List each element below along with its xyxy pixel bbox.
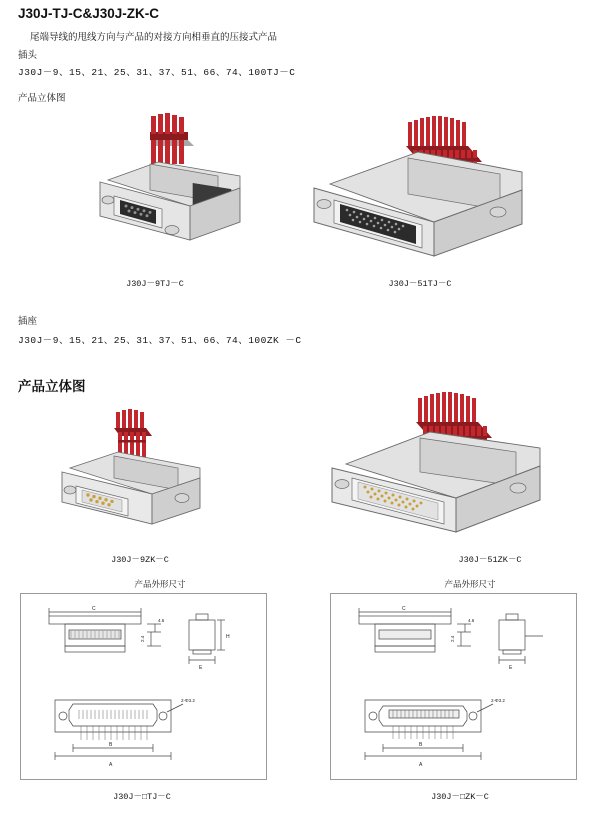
plug-51-illustration bbox=[300, 106, 550, 274]
socket-51-illustration bbox=[320, 382, 580, 552]
dim-letter-c-left: C bbox=[92, 606, 96, 612]
caption-plug-9: J30J－9TJ－C bbox=[126, 279, 184, 289]
dim-value-24-left: 2.4 bbox=[140, 635, 145, 642]
page-title: J30J-TJ-C&J30J-ZK-C bbox=[18, 6, 160, 21]
socket-label: 插座 bbox=[18, 316, 38, 327]
plug-9-illustration bbox=[90, 110, 280, 270]
dim-letter-b-right: B bbox=[419, 742, 423, 748]
plug-label: 插头 bbox=[18, 50, 38, 61]
dim-value-46-right: 4.6 bbox=[468, 618, 475, 623]
section-3d-socket: 产品立体图 bbox=[18, 379, 86, 394]
dim-letter-e-right: E bbox=[509, 665, 513, 671]
dimension-drawing-right bbox=[330, 593, 577, 780]
plug-series-text: J30J－9、15、21、25、31、37、51、66、74、100TJ－C bbox=[18, 67, 296, 78]
socket-9-illustration bbox=[48, 398, 248, 548]
dim-title-left: 产品外形尺寸 bbox=[134, 579, 186, 589]
dim-letter-c-right: C bbox=[402, 606, 406, 612]
dim-title-right: 产品外形尺寸 bbox=[444, 579, 496, 589]
dimension-drawing-left bbox=[20, 593, 267, 780]
dim-letter-a-left: A bbox=[109, 762, 113, 768]
caption-socket-51: J30J－51ZK－C bbox=[458, 555, 522, 565]
page-subtitle: 尾端导线的甩线方向与产品的对接方向相垂直的压接式产品 bbox=[30, 32, 278, 43]
caption-socket-9: J30J－9ZK－C bbox=[111, 555, 169, 565]
caption-dim-left: J30J－□TJ－C bbox=[113, 792, 171, 802]
dim-letter-e-left: E bbox=[199, 665, 203, 671]
caption-plug-51: J30J－51TJ－C bbox=[388, 279, 452, 289]
caption-dim-right: J30J－□ZK－C bbox=[431, 792, 489, 802]
dim-letter-h-left: H bbox=[226, 634, 230, 640]
dim-value-24-right: 2.4 bbox=[450, 635, 455, 642]
dim-hole-note-right: 2-Φ3.2 bbox=[491, 698, 505, 703]
dim-letter-b-left: B bbox=[109, 742, 113, 748]
section-3d-plug: 产品立体图 bbox=[18, 93, 66, 104]
socket-series-text: J30J－9、15、21、25、31、37、51、66、74、100ZK －C bbox=[18, 335, 302, 346]
dim-letter-a-right: A bbox=[419, 762, 423, 768]
dim-value-46-left: 4.6 bbox=[158, 618, 165, 623]
dim-hole-note-left: 2-Φ3.2 bbox=[181, 698, 195, 703]
